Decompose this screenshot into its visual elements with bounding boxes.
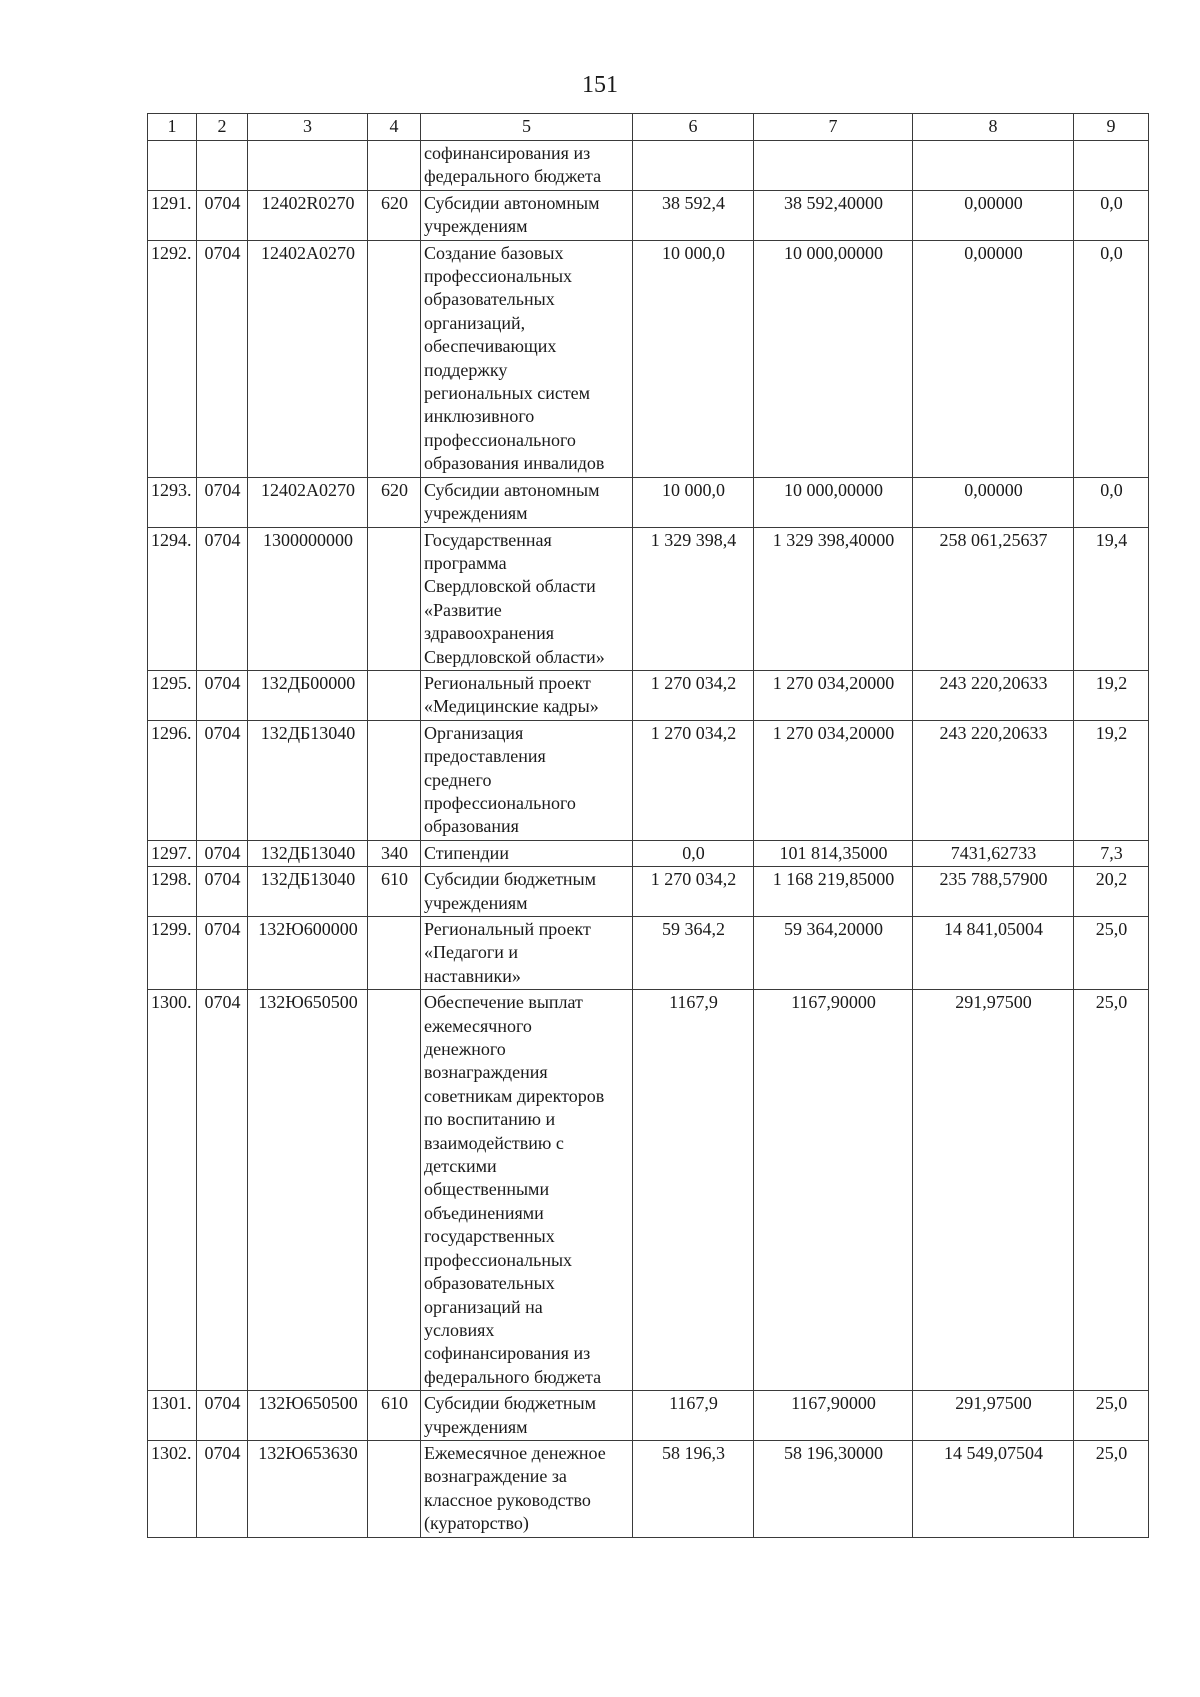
target-code-cell: 132ДБ13040 xyxy=(248,720,368,840)
amount-cell: 1167,9 xyxy=(633,990,754,1391)
amount-cell xyxy=(633,141,754,191)
section-code-cell: 0704 xyxy=(197,990,248,1391)
table-row xyxy=(148,190,1149,240)
table-row xyxy=(148,720,1149,840)
target-code-cell: 12402А0270 xyxy=(248,477,368,527)
section-code-cell: 0704 xyxy=(197,917,248,990)
amount-cell: 59 364,2 xyxy=(633,917,754,990)
expense-type-cell: 620 xyxy=(368,190,421,240)
amount-cell: 0,00000 xyxy=(913,240,1074,477)
target-code-cell: 1300000000 xyxy=(248,527,368,670)
amount-cell: 10 000,00000 xyxy=(754,240,913,477)
row-number-cell: 1297. xyxy=(148,840,197,866)
row-number-cell: 1292. xyxy=(148,240,197,477)
section-code-cell: 0704 xyxy=(197,527,248,670)
row-number-cell: 1299. xyxy=(148,917,197,990)
amount-cell: 1 168 219,85000 xyxy=(754,867,913,917)
description-cell: Региональный проект «Медицинские кадры» xyxy=(421,670,633,720)
percent-cell xyxy=(1074,141,1149,191)
page-number: 151 xyxy=(582,72,618,98)
percent-cell: 25,0 xyxy=(1074,990,1149,1391)
percent-cell: 20,2 xyxy=(1074,867,1149,917)
target-code-cell: 132ДБ00000 xyxy=(248,670,368,720)
row-number-cell: 1294. xyxy=(148,527,197,670)
section-code-cell: 0704 xyxy=(197,670,248,720)
target-code-cell: 12402А0270 xyxy=(248,240,368,477)
amount-cell: 1167,90000 xyxy=(754,1391,913,1441)
table-row xyxy=(148,141,1149,191)
amount-cell: 1 270 034,20000 xyxy=(754,720,913,840)
expense-type-cell: 610 xyxy=(368,1391,421,1441)
target-code-cell: 132Ю653630 xyxy=(248,1440,368,1537)
description-cell: Ежемесячное денежное вознаграждение за классное руководство (кураторство) xyxy=(421,1440,633,1537)
header-cell: 8 xyxy=(913,114,1074,141)
percent-cell: 25,0 xyxy=(1074,1391,1149,1441)
percent-cell: 7,3 xyxy=(1074,840,1149,866)
expense-type-cell: 610 xyxy=(368,867,421,917)
amount-cell: 10 000,0 xyxy=(633,477,754,527)
description-cell: Государственная программа Свердловской области «Развитие здравоохранения Свердловской области» xyxy=(421,527,633,670)
target-code-cell: 132ДБ13040 xyxy=(248,867,368,917)
header-cell: 5 xyxy=(421,114,633,141)
expense-type-cell xyxy=(368,990,421,1391)
header-cell: 3 xyxy=(248,114,368,141)
percent-cell: 25,0 xyxy=(1074,917,1149,990)
amount-cell: 1 270 034,2 xyxy=(633,720,754,840)
header-cell: 4 xyxy=(368,114,421,141)
section-code-cell: 0704 xyxy=(197,240,248,477)
percent-cell: 0,0 xyxy=(1074,240,1149,477)
amount-cell: 1167,9 xyxy=(633,1391,754,1441)
amount-cell: 1 329 398,4 xyxy=(633,527,754,670)
amount-cell: 1 270 034,2 xyxy=(633,670,754,720)
percent-cell: 0,0 xyxy=(1074,477,1149,527)
percent-cell: 19,4 xyxy=(1074,527,1149,670)
section-code-cell: 0704 xyxy=(197,840,248,866)
row-number-cell: 1302. xyxy=(148,1440,197,1537)
amount-cell: 0,0 xyxy=(633,840,754,866)
table-row xyxy=(148,990,1149,1391)
amount-cell: 291,97500 xyxy=(913,1391,1074,1441)
table-row xyxy=(148,1440,1149,1537)
description-cell: Региональный проект «Педагоги и наставники» xyxy=(421,917,633,990)
amount-cell: 38 592,40000 xyxy=(754,190,913,240)
table-row xyxy=(148,527,1149,670)
header-row xyxy=(148,114,1149,141)
target-code-cell: 132Ю650500 xyxy=(248,1391,368,1441)
amount-cell xyxy=(754,141,913,191)
row-number-cell: 1298. xyxy=(148,867,197,917)
target-code-cell: 132ДБ13040 xyxy=(248,840,368,866)
description-cell: Обеспечение выплат ежемесячного денежного вознаграждения советникам директоров по воспитанию и взаимодействию с детскими общественными объединениями государственных профессиональных образовательных организаций на условиях софинансирования из федерального бюджета xyxy=(421,990,633,1391)
amount-cell: 59 364,20000 xyxy=(754,917,913,990)
amount-cell: 0,00000 xyxy=(913,477,1074,527)
target-code-cell: 132Ю600000 xyxy=(248,917,368,990)
description-cell: софинансирования из федерального бюджета xyxy=(421,141,633,191)
header-cell: 9 xyxy=(1074,114,1149,141)
row-number-cell: 1291. xyxy=(148,190,197,240)
table-row xyxy=(148,840,1149,866)
table-row xyxy=(148,670,1149,720)
header-cell: 1 xyxy=(148,114,197,141)
percent-cell: 0,0 xyxy=(1074,190,1149,240)
row-number-cell: 1293. xyxy=(148,477,197,527)
amount-cell: 243 220,20633 xyxy=(913,720,1074,840)
amount-cell: 14 549,07504 xyxy=(913,1440,1074,1537)
amount-cell: 10 000,0 xyxy=(633,240,754,477)
amount-cell: 101 814,35000 xyxy=(754,840,913,866)
percent-cell: 19,2 xyxy=(1074,720,1149,840)
expense-type-cell xyxy=(368,917,421,990)
table-row xyxy=(148,477,1149,527)
description-cell: Субсидии автономным учреждениям xyxy=(421,190,633,240)
description-cell: Субсидии бюджетным учреждениям xyxy=(421,1391,633,1441)
section-code-cell: 0704 xyxy=(197,477,248,527)
expense-type-cell xyxy=(368,1440,421,1537)
amount-cell: 14 841,05004 xyxy=(913,917,1074,990)
table-row xyxy=(148,917,1149,990)
table-row xyxy=(148,1391,1149,1441)
amount-cell: 1167,90000 xyxy=(754,990,913,1391)
expense-type-cell xyxy=(368,141,421,191)
section-code-cell: 0704 xyxy=(197,1440,248,1537)
amount-cell: 1 270 034,2 xyxy=(633,867,754,917)
table-row xyxy=(148,867,1149,917)
expense-type-cell: 620 xyxy=(368,477,421,527)
amount-cell: 7431,62733 xyxy=(913,840,1074,866)
row-number-cell: 1296. xyxy=(148,720,197,840)
description-cell: Стипендии xyxy=(421,840,633,866)
header-cell: 2 xyxy=(197,114,248,141)
amount-cell: 291,97500 xyxy=(913,990,1074,1391)
table-row xyxy=(148,240,1149,477)
expense-type-cell xyxy=(368,240,421,477)
amount-cell: 38 592,4 xyxy=(633,190,754,240)
section-code-cell: 0704 xyxy=(197,190,248,240)
amount-cell: 58 196,30000 xyxy=(754,1440,913,1537)
row-number-cell: 1300. xyxy=(148,990,197,1391)
amount-cell: 0,00000 xyxy=(913,190,1074,240)
amount-cell xyxy=(913,141,1074,191)
amount-cell: 1 270 034,20000 xyxy=(754,670,913,720)
header-cell: 7 xyxy=(754,114,913,141)
row-number-cell xyxy=(148,141,197,191)
description-cell: Субсидии бюджетным учреждениям xyxy=(421,867,633,917)
row-number-cell: 1301. xyxy=(148,1391,197,1441)
percent-cell: 19,2 xyxy=(1074,670,1149,720)
expense-type-cell: 340 xyxy=(368,840,421,866)
section-code-cell: 0704 xyxy=(197,867,248,917)
description-cell: Субсидии автономным учреждениям xyxy=(421,477,633,527)
amount-cell: 1 329 398,40000 xyxy=(754,527,913,670)
amount-cell: 258 061,25637 xyxy=(913,527,1074,670)
description-cell: Организация предоставления среднего профессионального образования xyxy=(421,720,633,840)
description-cell: Создание базовых профессиональных образовательных организаций, обеспечивающих поддержку региональных систем инклюзивного профессионального образования инвалидов xyxy=(421,240,633,477)
row-number-cell: 1295. xyxy=(148,670,197,720)
section-code-cell xyxy=(197,141,248,191)
target-code-cell: 12402R0270 xyxy=(248,190,368,240)
amount-cell: 10 000,00000 xyxy=(754,477,913,527)
budget-table xyxy=(147,113,1149,1538)
expense-type-cell xyxy=(368,527,421,670)
header-cell: 6 xyxy=(633,114,754,141)
amount-cell: 58 196,3 xyxy=(633,1440,754,1537)
section-code-cell: 0704 xyxy=(197,720,248,840)
expense-type-cell xyxy=(368,670,421,720)
section-code-cell: 0704 xyxy=(197,1391,248,1441)
amount-cell: 235 788,57900 xyxy=(913,867,1074,917)
percent-cell: 25,0 xyxy=(1074,1440,1149,1537)
amount-cell: 243 220,20633 xyxy=(913,670,1074,720)
target-code-cell: 132Ю650500 xyxy=(248,990,368,1391)
target-code-cell xyxy=(248,141,368,191)
expense-type-cell xyxy=(368,720,421,840)
